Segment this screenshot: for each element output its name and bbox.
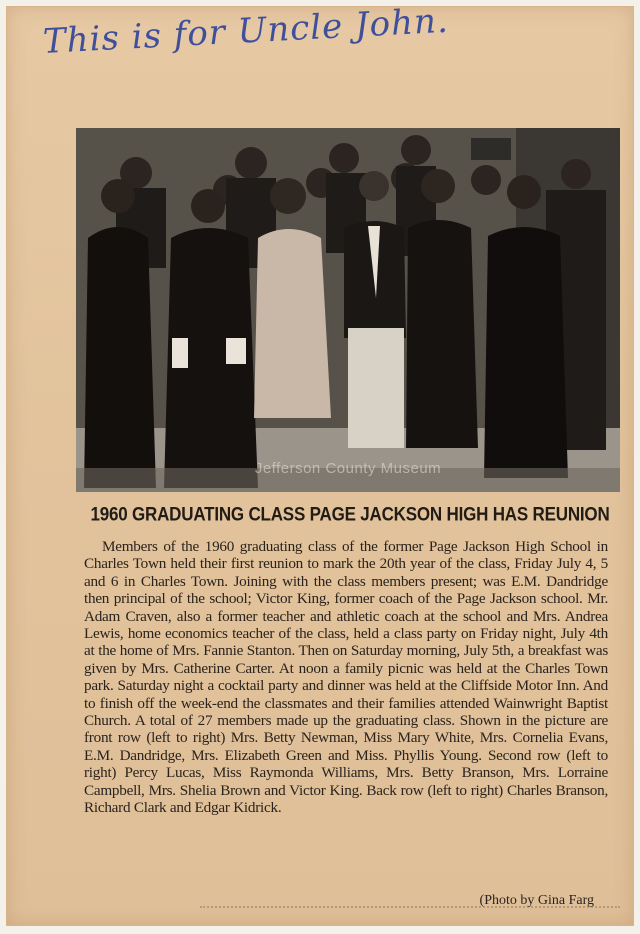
torn-edge-marks bbox=[200, 906, 620, 908]
article-body: Members of the 1960 graduating class of the former Page Jackson High School in Charles Town held their first reunion to mark the 20th year of the class, Friday July 4, 5 and 6 in Charles Town. Joining with the class members present; was E.M. Dandridge then principal of the school; Victor King, former coach of the Page Jackson school. Mr. Adam Craven, also a former teacher and athletic coach at the school and Mrs. Andrea Lewis, home economics teacher of the class, held a class party on Friday night, July 4th at the home of Mrs. Fannie Stanton. Then on Saturday morning, July 5th, a breakfast was given by Mrs. Catherine Carter. At noon a family picnic was held at the Charles Town park. Saturday night a cocktail party and dinner was held at the Cliffside Motor Inn. And to finish off the week-end the classmates and their families attended Wainwright Baptist Church. A total of 27 members made up the graduating class. Shown in the picture are front row (left to right) Mrs. Betty Newman, Miss Mary White, Mrs. Cornelia Evans, E.M. Dandridge, Mrs. Elizabeth Green and Miss. Phyllis Young. Second row (left to right) Percy Lucas, Miss Raymonda Williams, Mrs. Betty Branson, Mrs. Lorraine Campbell, Mrs. Shelia Brown and Victor King. Back row (left to right) Charles Branson, Richard Clark and Edgar Kidrick. bbox=[84, 538, 608, 817]
article-headline: 1960 GRADUATING CLASS PAGE JACKSON HIGH HAS REUNION bbox=[90, 503, 610, 526]
photo-credit: (Photo by Gina Farg bbox=[479, 893, 594, 908]
handwritten-note: This is for Uncle John. bbox=[42, 0, 450, 62]
museum-watermark: Jefferson County Museum bbox=[254, 460, 442, 477]
group-photo-figures bbox=[76, 128, 620, 492]
group-photo bbox=[76, 128, 620, 492]
